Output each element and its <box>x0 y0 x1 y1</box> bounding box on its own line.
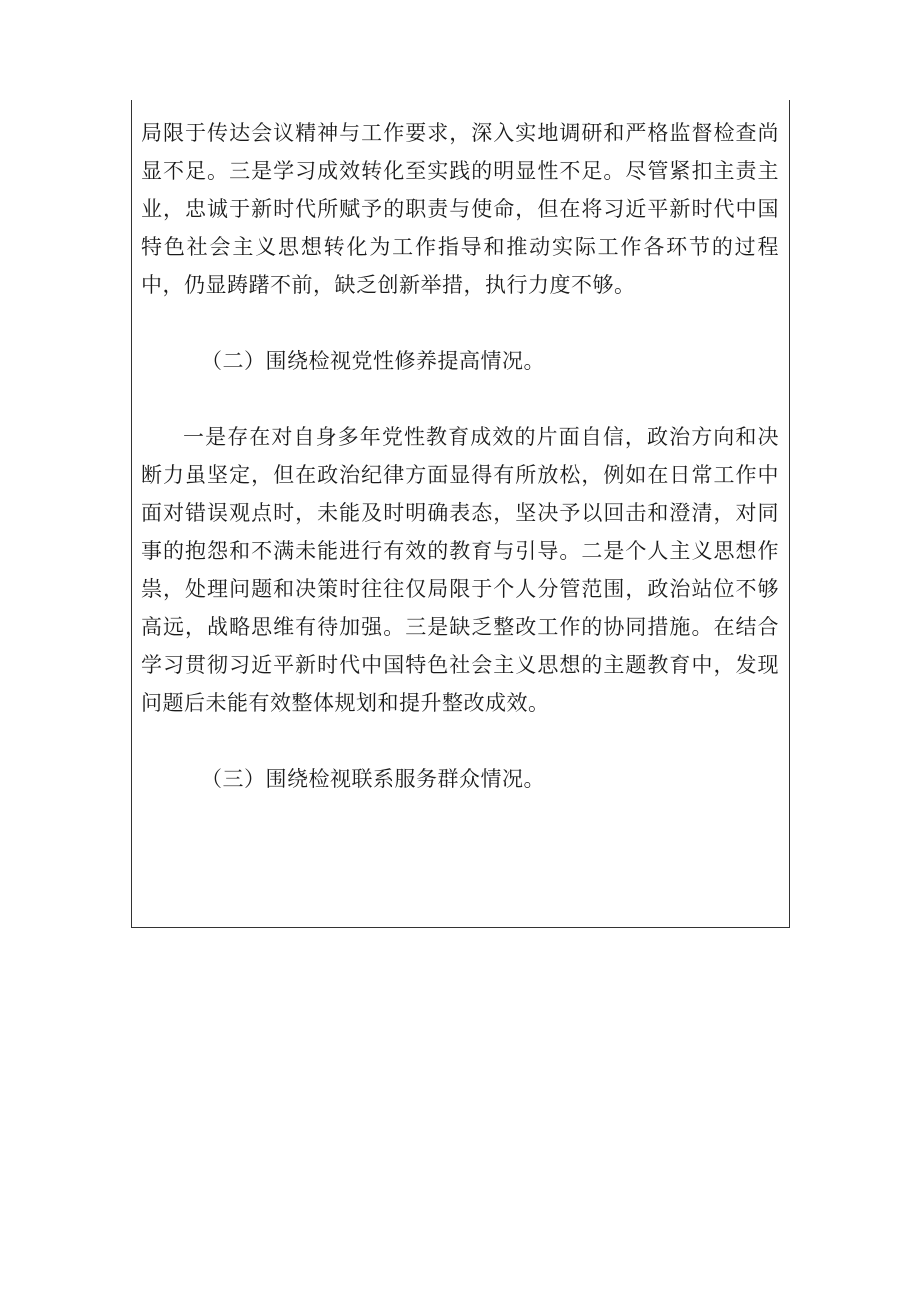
paragraph-spacer <box>141 380 779 418</box>
section-heading-3: （三）围绕检视联系服务群众情况。 <box>201 767 545 791</box>
document-body <box>141 114 779 798</box>
section-heading-2: （二）围绕检视党性修养提高情况。 <box>201 349 545 373</box>
table-cell-frame <box>131 100 790 928</box>
paragraph-spacer <box>141 722 779 760</box>
paragraph-2: 一是存在对自身多年党性教育成效的片面自信，政治方向和决断力虽坚定，但在政治纪律方面显得有所放松，例如在日常工作中面对错误观点时，未能及时明确表态，坚决予以回击和澄清，对同事的抱怨和不满未能进行有效的教育与引导。二是个人主义思想作祟，处理问题和决策时往往仅局限于个人分管范围，政治站位不够高远，战略思维有待加强。三是缺乏整改工作的协同措施。在结合学习贯彻习近平新时代中国特色社会主义思想的主题教育中，发现问题后未能有效整体规划和提升整改成效。 <box>141 425 779 715</box>
paragraph-continued: 局限于传达会议精神与工作要求，深入实地调研和严格监督检查尚显不足。三是学习成效转化至实践的明显性不足。尽管紧扣主责主业，忠诚于新时代所赋予的职责与使命，但在将习近平新时代中国特色社会主义思想转化为工作指导和推动实际工作各环节的过程中，仍显踌躇不前，缺乏创新举措，执行力度不够。 <box>141 121 779 297</box>
paragraph-spacer <box>141 304 779 342</box>
